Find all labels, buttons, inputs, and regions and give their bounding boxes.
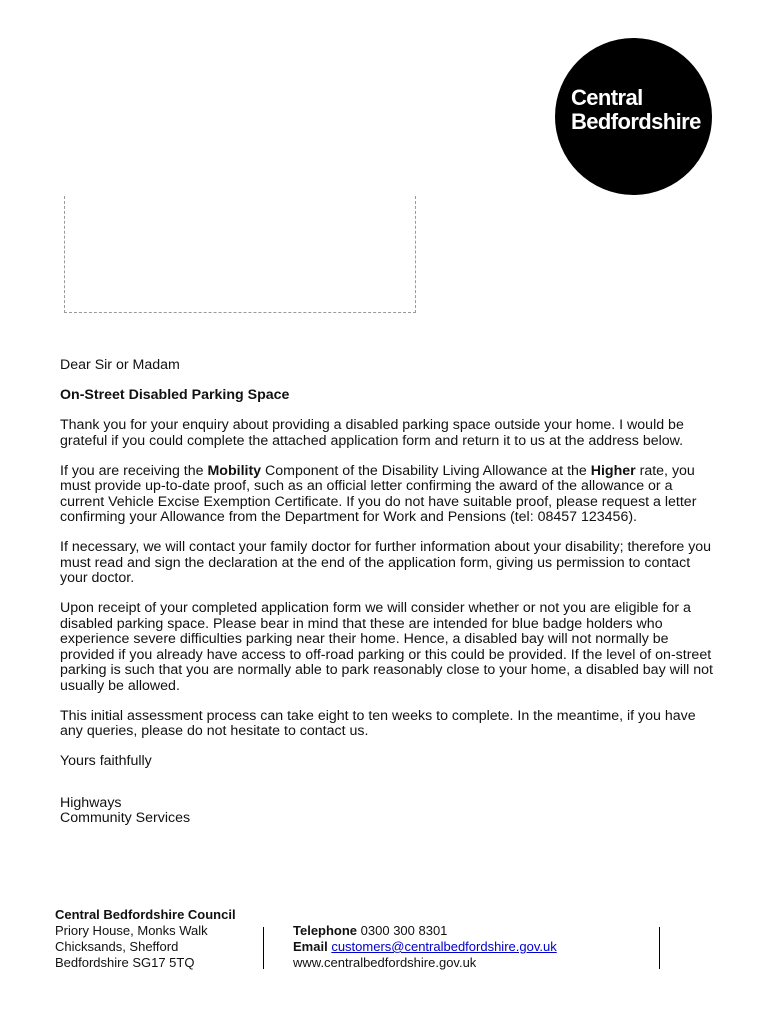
paragraph-2	[60, 464, 720, 526]
logo-wordmark	[571, 86, 701, 134]
logo-line-1: Central	[571, 85, 643, 110]
paragraph-2-text-2: Component of the Disability Living Allowance at the	[261, 462, 591, 479]
footer-divider	[659, 927, 660, 969]
paragraph-2-bold-higher: Higher	[590, 462, 636, 479]
council-logo	[555, 38, 712, 195]
footer-address-line: Chicksands, Shefford	[55, 939, 179, 954]
letter-subject: On-Street Disabled Parking Space	[60, 387, 290, 403]
email-link[interactable]: customers@centralbedfordshire.gov.uk	[331, 939, 557, 954]
logo-line-2: Bedfordshire	[571, 109, 701, 134]
paragraph-4: Upon receipt of your completed application form we will consider whether or not you are eligible for a disabled parking space. Please bear in mind that these are intended for blue badge holders who experience severe difficulties parking near their home. Hence, a disabled bay will not normally be provided if you already have access to off-road parking or this could be provided. If the level of on-street parking is such that you are normally able to park reasonably close to your home, a disabled bay will not usually be allowed.	[60, 600, 713, 694]
paragraph-5: This initial assessment process can take eight to ten weeks to complete. In the meantime, if you have any queries, please do not hesitate to contact us.	[60, 707, 696, 739]
footer	[55, 907, 715, 970]
recipient-address-box	[64, 196, 416, 313]
email-label: Email	[293, 939, 328, 954]
telephone-label: Telephone	[293, 923, 358, 938]
letter-body	[60, 358, 720, 841]
footer-divider	[263, 927, 264, 969]
footer-website[interactable]: www.centralbedfordshire.gov.uk	[293, 955, 477, 970]
footer-address-line: Bedfordshire SG17 5TQ	[55, 955, 195, 970]
paragraph-1: Thank you for your enquiry about providing a disabled parking space outside your home. I would be grateful if you could complete the attached application form and return it to us at the address below.	[60, 417, 684, 449]
paragraph-2-bold-mobility: Mobility	[207, 462, 262, 479]
paragraph-2-text-1: If you are receiving the	[60, 462, 208, 479]
footer-address-line: Priory House, Monks Walk	[55, 923, 208, 938]
paragraph-3: If necessary, we will contact your family doctor for further information about your disability; therefore you must read and sign the declaration at the end of the application form, giving us permission to contact your doctor.	[60, 539, 712, 586]
closing: Yours faithfully	[60, 753, 152, 769]
footer-council-name: Central Bedfordshire Council	[55, 907, 236, 922]
salutation: Dear Sir or Madam	[60, 357, 180, 373]
footer-address	[55, 923, 208, 971]
paragraph-2-text-3: rate, you must provide up-to-date proof, such as an official letter confirming the award of the allowance or a current Vehicle Excise Exemption Certificate. If you do not have suitable proof, please request a letter confirming your Allowance from the Department for Work and Pensions (tel: 08457 123456).	[60, 462, 697, 525]
telephone-number: 0300 300 8301	[357, 923, 448, 938]
signature-line-1: Highways	[60, 794, 122, 811]
signature-block	[60, 796, 720, 827]
footer-contact	[293, 923, 557, 971]
footer-email	[293, 939, 557, 955]
signature-line-2: Community Services	[60, 810, 191, 826]
footer-telephone	[293, 923, 557, 939]
